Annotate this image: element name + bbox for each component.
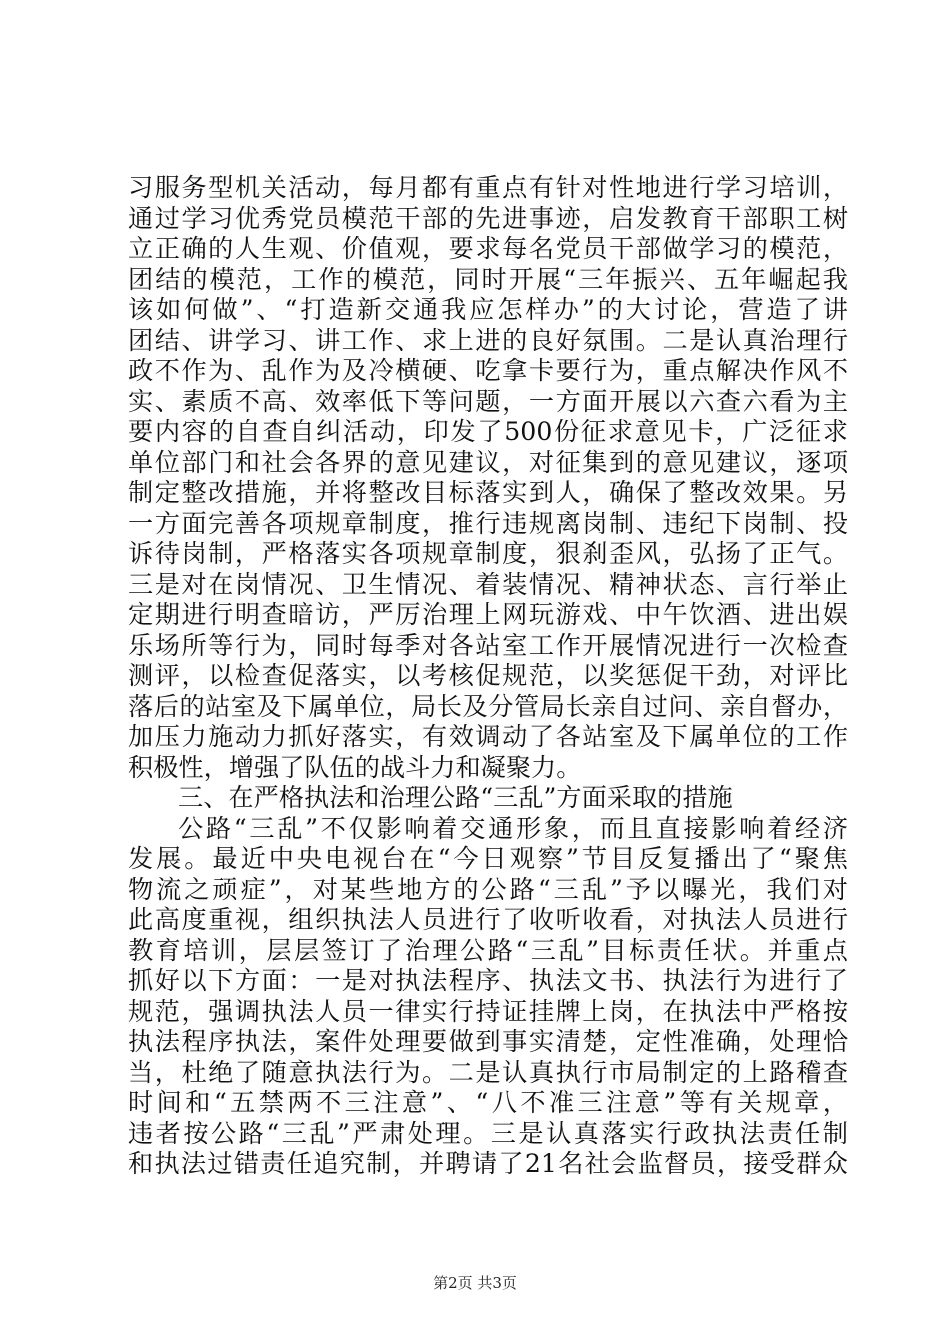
text-line: 教育培训，层层签订了治理公路“三乱”目标责任状。并重点 bbox=[128, 935, 848, 965]
text-line: 执法程序执法，案件处理要做到事实清楚，定性准确，处理恰 bbox=[128, 1027, 848, 1056]
text-line: 立正确的人生观、价值观，要求每名党员干部做学习的模范， bbox=[128, 234, 848, 263]
text-line: 单位部门和社会各界的意见建议，对征集到的意见建议，逐项 bbox=[128, 447, 848, 477]
text-line: 发展。最近中央电视台在“今日观察”节目反复播出了“聚焦 bbox=[128, 844, 848, 873]
text-line: 加压力施动力抓好落实，有效调动了各站室及下属单位的工作 bbox=[128, 722, 848, 751]
text-line: 三是对在岗情况、卫生情况、着装情况、精神状态、言行举止 bbox=[128, 569, 848, 599]
text-line: 定期进行明查暗访，严厉治理上网玩游戏、中午饮酒、进出娱 bbox=[128, 600, 848, 629]
text-line: 此高度重视，组织执法人员进行了收听收看，对执法人员进行 bbox=[128, 905, 848, 934]
text-line: 测评，以检查促落实，以考核促规范，以奖惩促干劲，对评比 bbox=[128, 661, 848, 690]
text-line: 公路“三乱”不仅影响着交通形象，而且直接影响着经济 bbox=[178, 813, 848, 843]
text-line: 乐场所等行为，同时每季对各站室工作开展情况进行一次检查 bbox=[128, 630, 848, 660]
text-line: 诉待岗制，严格落实各项规章制度，狠刹歪风，弘扬了正气。 bbox=[128, 539, 848, 568]
text-line: 违者按公路“三乱”严肃处理。三是认真落实行政执法责任制 bbox=[128, 1118, 848, 1148]
text-line: 团结、讲学习、讲工作、求上进的良好氛围。二是认真治理行 bbox=[128, 325, 848, 355]
document-body bbox=[128, 173, 848, 1180]
text-line: 制定整改措施，并将整改目标落实到人，确保了整改效果。另 bbox=[128, 478, 848, 507]
text-line: 物流之顽症”，对某些地方的公路“三乱”予以曝光，我们对 bbox=[128, 874, 848, 904]
text-line: 落后的站室及下属单位，局长及分管局长亲自过问、亲自督办， bbox=[128, 691, 848, 721]
text-line: 该如何做”、“打造新交通我应怎样办”的大讨论，营造了讲 bbox=[128, 295, 848, 324]
text-line: 和执法过错责任追究制，并聘请了21名社会监督员，接受群众 bbox=[128, 1149, 848, 1178]
text-line: 要内容的自查自纠活动，印发了500份征求意见卡，广泛征求 bbox=[128, 417, 848, 446]
text-line: 习服务型机关活动，每月都有重点有针对性地进行学习培训， bbox=[128, 173, 848, 202]
text-line: 时间和“五禁两不三注意”、“八不准三注意”等有关规章， bbox=[128, 1088, 848, 1117]
text-line: 当，杜绝了随意执法行为。二是认真执行市局制定的上路稽查 bbox=[128, 1057, 848, 1087]
page-number-footer: 第2页 共3页 bbox=[433, 1274, 517, 1292]
text-line: 抓好以下方面：一是对执法程序、执法文书、执法行为进行了 bbox=[128, 966, 848, 995]
text-line: 一方面完善各项规章制度，推行违规离岗制、违纪下岗制、投 bbox=[128, 508, 848, 538]
text-line: 规范，强调执法人员一律实行持证挂牌上岗，在执法中严格按 bbox=[128, 996, 848, 1026]
text-line: 政不作为、乱作为及冷横硬、吃拿卡要行为，重点解决作风不 bbox=[128, 356, 848, 385]
text-line: 实、素质不高、效率低下等问题，一方面开展以六查六看为主 bbox=[128, 386, 848, 416]
text-line: 积极性，增强了队伍的战斗力和凝聚力。 bbox=[128, 752, 582, 782]
section-heading: 三、在严格执法和治理公路“三乱”方面采取的措施 bbox=[178, 783, 733, 812]
text-line: 团结的模范，工作的模范，同时开展“三年振兴、五年崛起我 bbox=[128, 264, 848, 294]
text-line: 通过学习优秀党员模范干部的先进事迹，启发教育干部职工树 bbox=[128, 203, 848, 233]
